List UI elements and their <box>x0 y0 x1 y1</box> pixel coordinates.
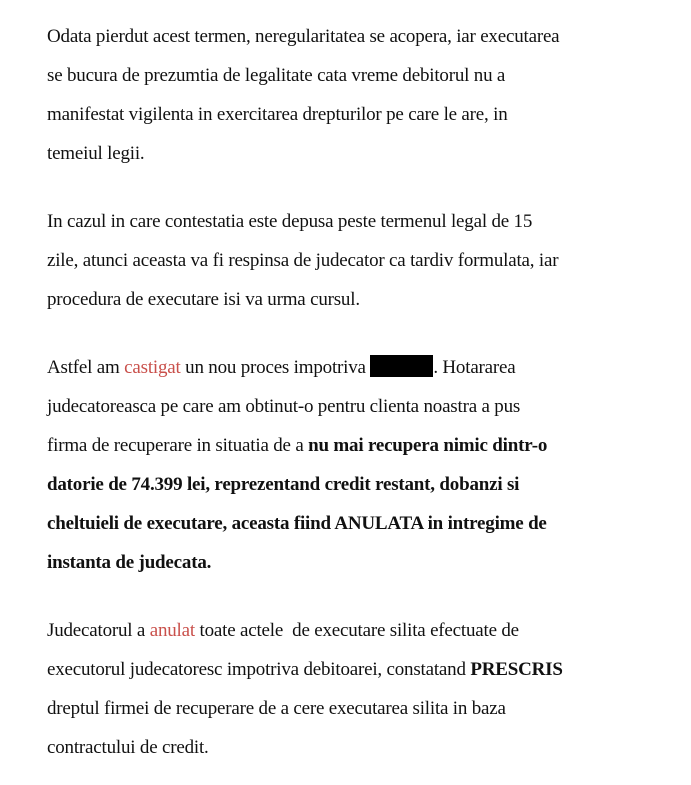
bold-line: instanta de judecata. <box>47 552 212 573</box>
paragraph-annulled-acts <box>47 615 687 771</box>
text-line: temeiul legii. <box>47 143 145 164</box>
paragraph-term-lapse <box>47 21 687 177</box>
text-line <box>47 654 687 693</box>
bold-text: PRESCRIS <box>470 659 563 680</box>
text-line: Odata pierdut acest termen, neregularitatea se acopera, iar executarea <box>47 26 560 47</box>
text-line: procedura de executare isi va urma cursul. <box>47 289 360 310</box>
text-line: se bucura de prezumtia de legalitate cata vreme debitorul nu a <box>47 65 506 86</box>
text-line: judecatoreasca pe care am obtinut-o pentru clienta noastra a pus <box>47 396 521 417</box>
text-segment: firma de recuperare in situatia de a <box>47 435 309 456</box>
bold-line: cheltuieli de executare, aceasta fiind ANULATA in intregime de <box>47 513 547 534</box>
text-line: In cazul in care contestatia este depusa peste termenul legal de 15 <box>47 211 533 232</box>
text-segment: un nou proces impotriva <box>180 357 371 378</box>
castigat-link[interactable]: castigat <box>124 357 181 378</box>
text-line <box>47 352 687 391</box>
text-segment: Judecatorul a <box>47 620 150 641</box>
text-line <box>47 615 687 654</box>
text-segment: . Hotararea <box>433 357 516 378</box>
paragraph-late-contestation <box>47 206 687 323</box>
text-segment: toate actele de executare silita efectuate de <box>194 620 519 641</box>
paragraph-won-case <box>47 352 687 586</box>
article-body <box>47 21 687 771</box>
redacted-name-box <box>370 355 433 377</box>
bold-line: datorie de 74.399 lei, reprezentand credit restant, dobanzi si <box>47 474 520 495</box>
text-line: zile, atunci aceasta va fi respinsa de judecator ca tardiv formulata, iar <box>47 250 559 271</box>
bold-text: nu mai recupera nimic dintr-o <box>308 435 548 456</box>
text-line <box>47 430 687 469</box>
text-segment: Astfel am <box>47 357 125 378</box>
text-line: contractului de credit. <box>47 737 209 758</box>
anulat-link[interactable]: anulat <box>149 620 195 641</box>
text-line: dreptul firmei de recuperare de a cere executarea silita in baza <box>47 698 506 719</box>
text-segment: executorul judecatoresc impotriva debitoarei, constatand <box>47 659 471 680</box>
text-line: manifestat vigilenta in exercitarea drepturilor pe care le are, in <box>47 104 508 125</box>
